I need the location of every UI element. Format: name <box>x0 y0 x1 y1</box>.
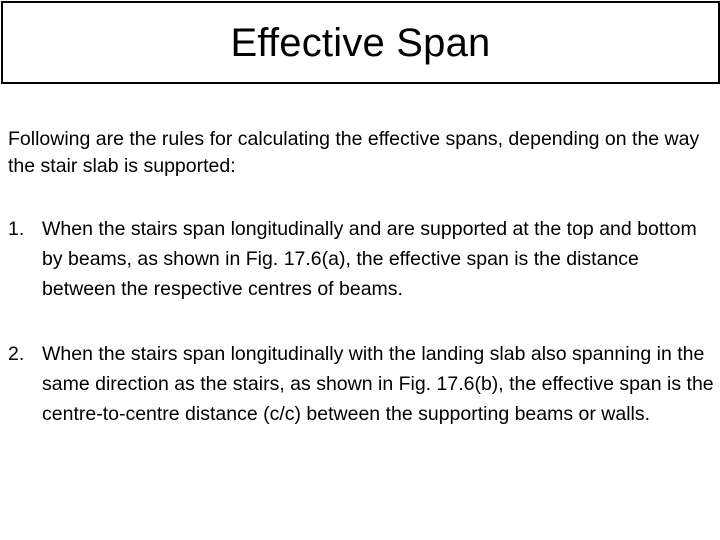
rule-number-2: 2. <box>8 343 25 365</box>
title-box <box>1 1 720 84</box>
slide-title: Effective Span <box>230 20 491 65</box>
rule-item-1 <box>8 214 714 304</box>
rule-text-2: When the stairs span longitudinally with the landing slab also spanning in the same direction as the stairs, as shown in Fig. 17.6(b), the effective span is the centre-to-centre distance (c/c) between the supporting beams or walls. <box>42 343 714 425</box>
rule-number-1: 1. <box>8 218 25 240</box>
intro-paragraph: Following are the rules for calculating the effective spans, depending on the way the stair slab is supported: <box>8 128 700 177</box>
rule-item-2 <box>8 339 714 429</box>
rule-text-1: When the stairs span longitudinally and are supported at the top and bottom by beams, as shown in Fig. 17.6(a), the effective span is the distance between the respective centres of beams. <box>42 218 697 300</box>
rules-list <box>8 214 714 429</box>
slide-body <box>8 126 714 429</box>
